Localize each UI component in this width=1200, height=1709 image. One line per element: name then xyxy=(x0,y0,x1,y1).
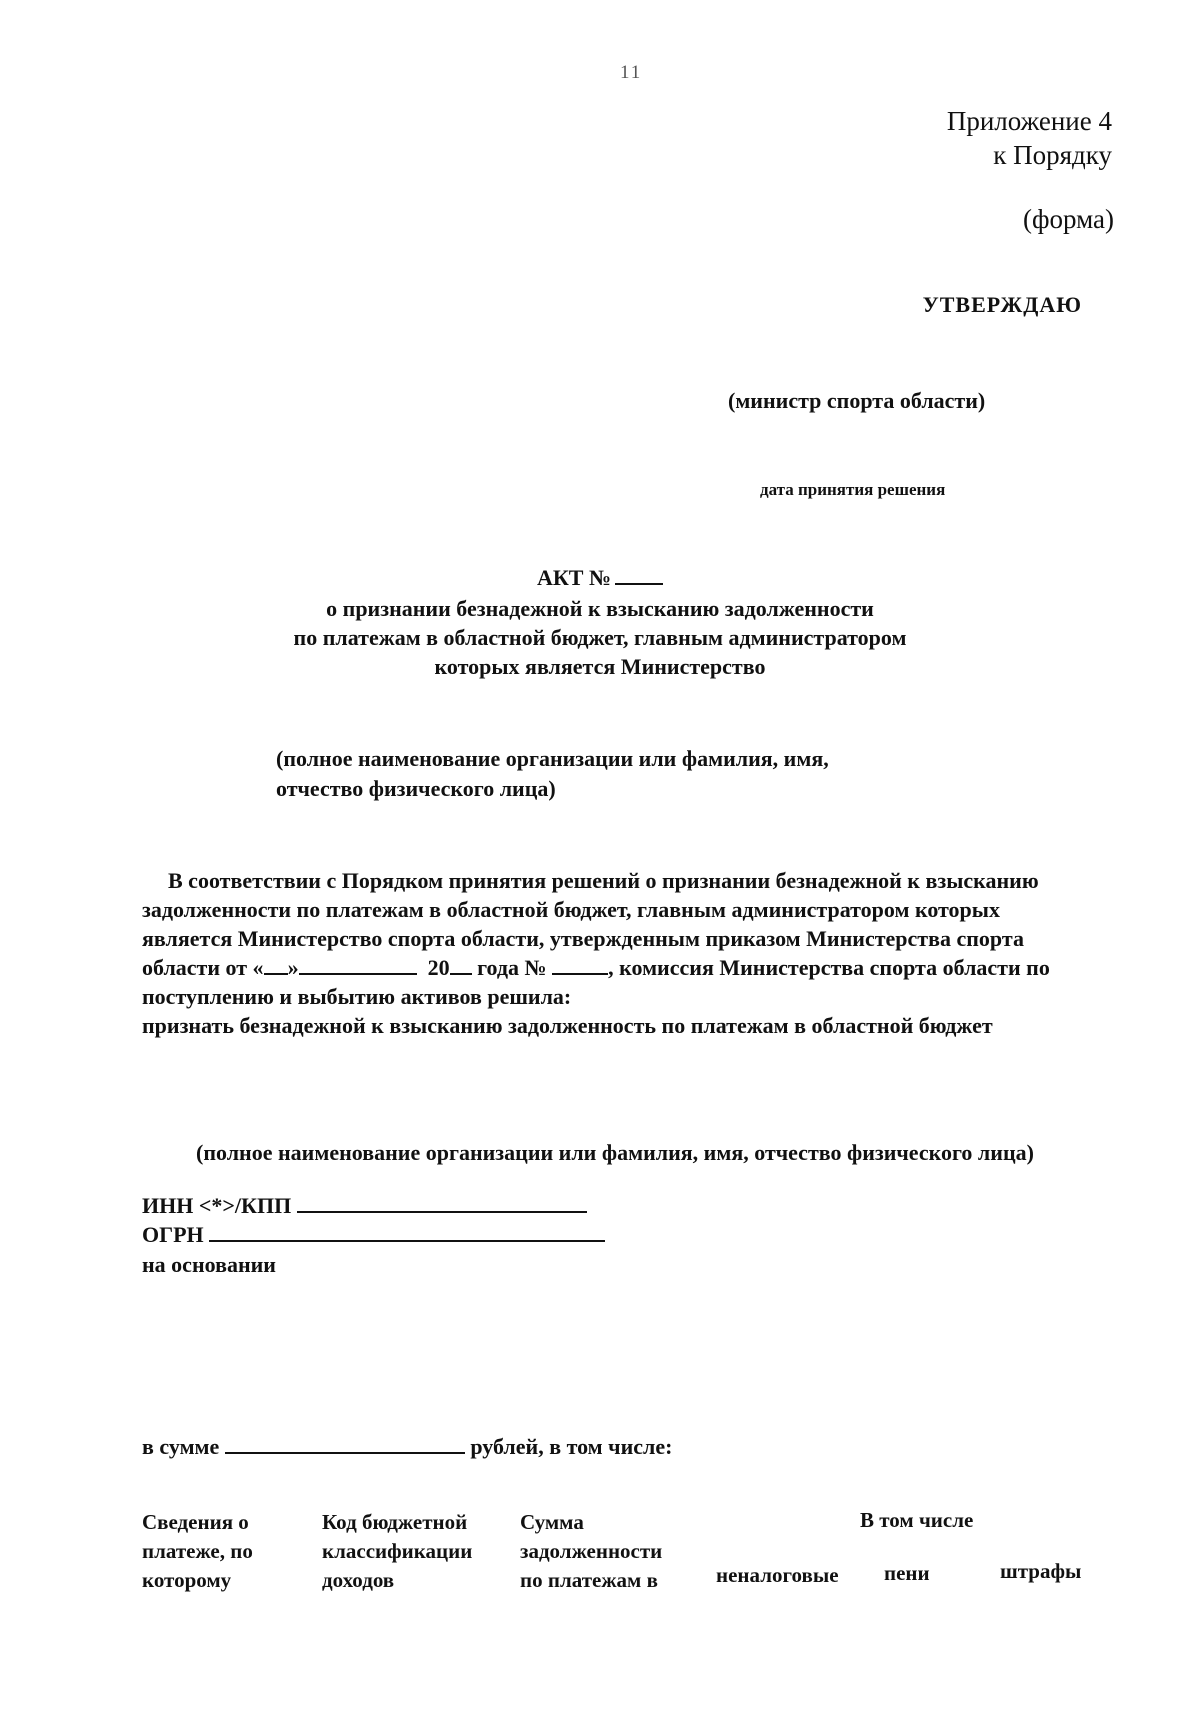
inn-kpp-label: ИНН <*>/КПП xyxy=(142,1193,292,1218)
sum-suffix: рублей, в том числе: xyxy=(470,1434,673,1459)
para-line-4-e: , комиссия Министерства спорта области по xyxy=(608,955,1050,980)
para-line-3: является Министерство спорта области, утвержденным приказом Министерства спорта xyxy=(142,926,1024,951)
para-line-1: В соответствии с Порядком принятия решений о признании безнадежной к взысканию xyxy=(168,868,1039,893)
inn-kpp-field xyxy=(142,1193,587,1219)
table-subcol-nontax: неналоговые xyxy=(716,1563,839,1587)
ogrn-label: ОГРН xyxy=(142,1222,204,1247)
form-label: (форма) xyxy=(1023,204,1114,234)
approve-label: УТВЕРЖДАЮ xyxy=(922,292,1082,317)
col2-line-1: Код бюджетной xyxy=(322,1510,468,1534)
col3-line-3: по платежам в xyxy=(520,1568,658,1592)
act-subtitle-line-3: которых является Министерство xyxy=(434,654,766,679)
decision-date-label: дата принятия решения xyxy=(760,480,946,499)
basis-label: на основании xyxy=(142,1252,276,1277)
act-title-text: АКТ № xyxy=(536,565,612,590)
ogrn-blank xyxy=(209,1222,605,1242)
page-number: 11 xyxy=(620,62,643,83)
month-blank xyxy=(299,955,417,975)
table-subcol-fines: штрафы xyxy=(1000,1559,1082,1583)
table-group-header: В том числе xyxy=(860,1508,974,1532)
org-hint-line-1: (полное наименование организации или фамилия, имя, xyxy=(276,746,829,771)
col3-line-2: задолженности xyxy=(520,1539,663,1563)
col2-line-3: доходов xyxy=(322,1568,395,1592)
col1-line-2: платеже, по xyxy=(142,1539,253,1563)
decision-paragraph xyxy=(142,866,1122,1040)
ogrn-field xyxy=(142,1222,605,1248)
col1-line-3: которому xyxy=(142,1568,232,1592)
table-col-debt-sum xyxy=(520,1508,662,1595)
table-col-payment-info xyxy=(142,1508,253,1595)
day-blank xyxy=(264,955,288,975)
para-line-6: признать безнадежной к взысканию задолженность по платежам в областной бюджет xyxy=(142,1013,993,1038)
minister-label: (министр спорта области) xyxy=(728,388,986,413)
act-subtitle-line-2: по платежам в областной бюджет, главным администратором xyxy=(293,625,907,650)
org-hint-full: (полное наименование организации или фамилия, имя, отчество физического лица) xyxy=(196,1140,1034,1165)
para-line-4-a: области от « xyxy=(142,955,264,980)
year-blank xyxy=(450,955,472,975)
para-line-4-d: года № xyxy=(477,955,547,980)
para-line-4-c: 20 xyxy=(427,955,450,980)
act-subtitle-line-1: о признании безнадежной к взысканию задолженности xyxy=(326,596,874,621)
para-line-4 xyxy=(142,953,1122,982)
sum-label: в сумме xyxy=(142,1434,220,1459)
order-number-blank xyxy=(552,955,608,975)
org-hint-line-2: отчество физического лица) xyxy=(276,776,556,801)
para-line-2: задолженности по платежам в областной бюджет, главным администратором которых xyxy=(142,897,1000,922)
col3-line-1: Сумма xyxy=(520,1510,584,1534)
inn-kpp-blank xyxy=(297,1193,587,1213)
col1-line-1: Сведения о xyxy=(142,1510,249,1534)
para-line-5: поступлению и выбытию активов решила: xyxy=(142,984,572,1009)
sum-field xyxy=(142,1434,672,1460)
sum-blank xyxy=(225,1434,465,1454)
act-number-blank xyxy=(615,565,663,585)
to-order-label: к Порядку xyxy=(993,140,1112,170)
appendix-label: Приложение 4 xyxy=(946,106,1112,136)
table-col-budget-code xyxy=(322,1508,472,1595)
act-title xyxy=(0,565,1200,591)
para-line-4-b: » xyxy=(287,955,299,980)
col2-line-2: классификации xyxy=(322,1539,473,1563)
table-subcol-penalty: пени xyxy=(884,1561,930,1585)
